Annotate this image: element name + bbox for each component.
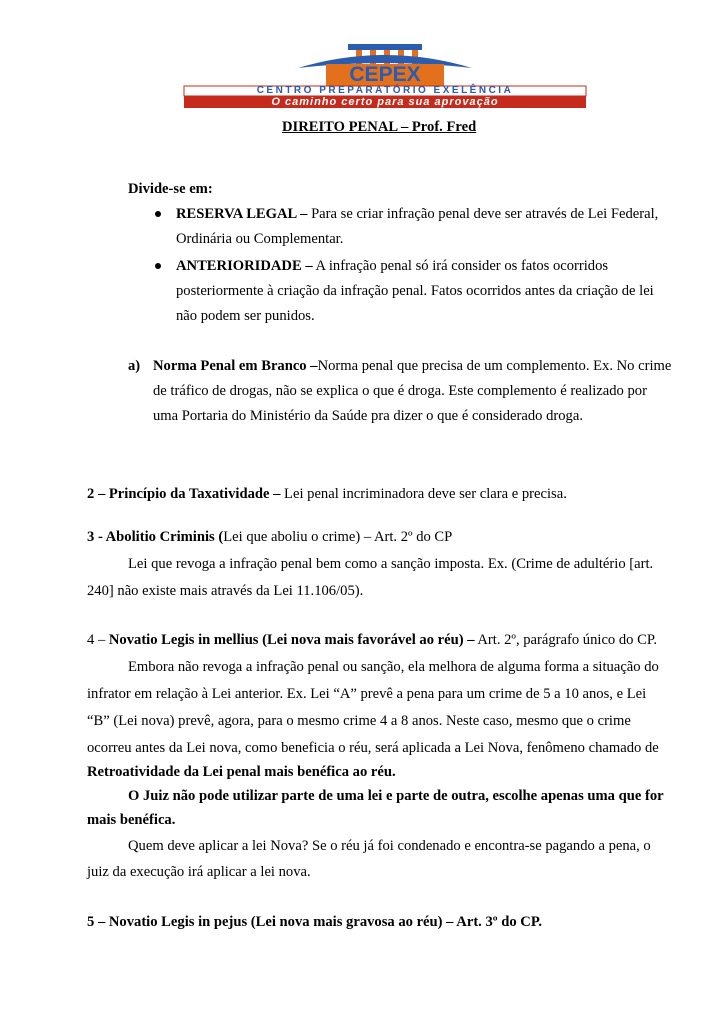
- mellius-line5: ocorreu antes da Lei nova, como beneficia o réu, será aplicada a Lei Nova, fenômeno chamado de: [87, 740, 659, 756]
- abolitio-text: Lei que aboliu o crime) – Art. 2º do CP: [223, 529, 453, 545]
- mellius-line10: juiz da execução irá aplicar a lei nova.: [87, 864, 311, 880]
- abolitio-line2: Lei que revoga a infração penal bem como a sanção imposta. Ex. (Crime de adultério [art.: [128, 556, 654, 572]
- cepex-logo: [180, 38, 590, 110]
- norma-penal-line2: de tráfico de drogas, não se explica o que é droga. Este complemento é realizado por: [153, 383, 647, 399]
- bullet-dot: [155, 263, 161, 269]
- mellius-line6: Retroatividade da Lei penal mais benéfica ao réu.: [87, 764, 396, 780]
- pejus-line: 5 – Novatio Legis in pejus (Lei nova mais gravosa ao réu) – Art. 3º do CP.: [87, 914, 543, 930]
- taxatividade-line: [87, 485, 567, 503]
- taxatividade-text: Lei penal incriminadora deve ser clara e precisa.: [280, 486, 567, 502]
- taxatividade-term: 2 – Princípio da Taxatividade –: [87, 486, 281, 502]
- abolitio-line3: 240] não existe mais através da Lei 11.106/05).: [87, 583, 364, 599]
- reserva-legal-line2: Ordinária ou Complementar.: [176, 231, 344, 247]
- anterioridade-line3: não podem ser punidos.: [176, 308, 315, 324]
- norma-penal-line1: [153, 357, 671, 375]
- anterioridade-line1: [176, 257, 608, 275]
- mellius-line2: Embora não revoga a infração penal ou sanção, ela melhora de alguma forma a situação do: [128, 659, 659, 675]
- mellius-text: Art. 2º, parágrafo único do CP.: [474, 632, 657, 648]
- abolitio-line1: [87, 528, 452, 546]
- mellius-line8: mais benéfica.: [87, 812, 176, 828]
- norma-penal-text: Norma penal que precisa de um complemento. Ex. No crime: [317, 358, 672, 374]
- mellius-line3: infrator em relação à Lei anterior. Ex. Lei “A” prevê a pena para um crime de 5 a 10 anos, e Lei: [87, 686, 647, 702]
- item-a-marker: a): [128, 358, 141, 374]
- anterioridade-text: A infração penal só irá consider os fatos ocorridos: [312, 258, 609, 274]
- divide-heading: Divide-se em:: [128, 181, 213, 197]
- mellius-prefix: 4 –: [87, 632, 109, 648]
- mellius-term: Novatio Legis in mellius (Lei nova mais favorável ao réu) –: [108, 632, 475, 648]
- mellius-line4: “B” (Lei nova) prevê, agora, para o mesmo crime 4 a 8 anos. Neste caso, mesmo que o crime: [87, 713, 631, 729]
- norma-penal-line3: uma Portaria do Ministério da Saúde pra dizer o que é considerado droga.: [153, 408, 583, 424]
- mellius-line1: [87, 631, 657, 649]
- reserva-legal-line1: [176, 205, 658, 223]
- document-title: DIREITO PENAL – Prof. Fred: [282, 119, 477, 135]
- logo-line1: CENTRO PREPARATÓRIO EXELÊNCIA: [256, 85, 514, 96]
- mellius-line7: O Juiz não pode utilizar parte de uma lei e parte de outra, escolhe apenas uma que for: [128, 788, 664, 804]
- abolitio-term: 3 - Abolitio Criminis (: [87, 529, 224, 545]
- logo-line2: O caminho certo para sua aprovação: [271, 96, 499, 108]
- mellius-line9: Quem deve aplicar a lei Nova? Se o réu já foi condenado e encontra-se pagando a pena, o: [128, 838, 651, 854]
- anterioridade-term: ANTERIORIDADE –: [176, 258, 313, 274]
- anterioridade-line2: posteriormente à criação da infração penal. Fatos ocorridos antes da criação de lei: [176, 283, 654, 299]
- reserva-legal-term: RESERVA LEGAL –: [176, 206, 308, 222]
- norma-penal-term: Norma Penal em Branco –: [153, 358, 318, 374]
- bullet-dot: [155, 211, 161, 217]
- reserva-legal-text: Para se criar infração penal deve ser através de Lei Federal,: [307, 206, 659, 222]
- logo-name: CEPEX: [349, 63, 421, 86]
